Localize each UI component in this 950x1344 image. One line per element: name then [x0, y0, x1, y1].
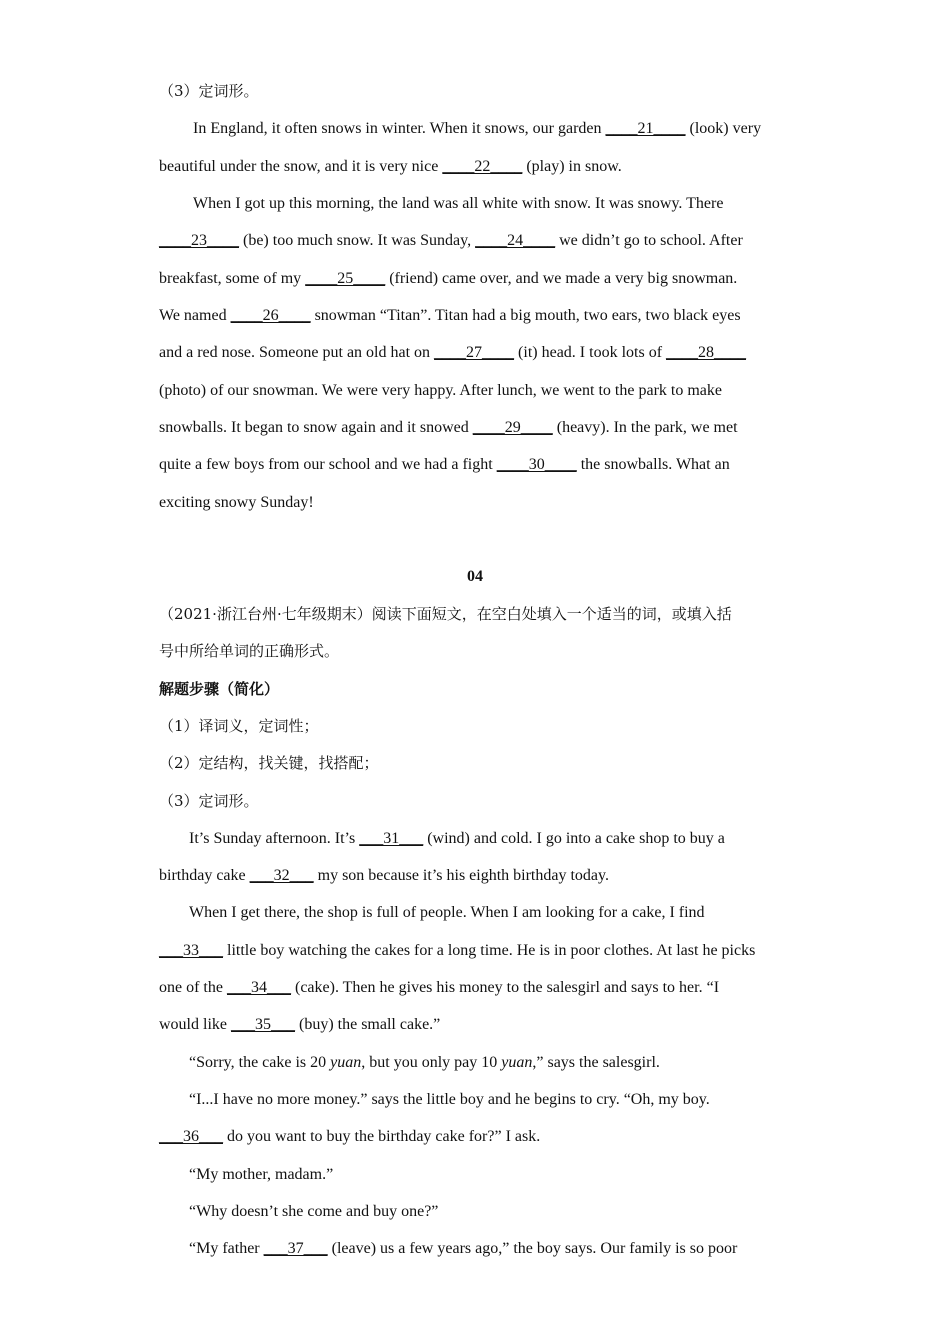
blank-32: ___32___: [249, 867, 314, 884]
passage-line: [159, 493, 799, 513]
passage-line: [193, 119, 833, 139]
passage-line: [159, 455, 799, 475]
text-run: and a red nose. Someone put an old hat on: [159, 344, 435, 361]
text-run: little boy watching the cakes for a long time. He is in poor clothes. At last he picks: [223, 942, 756, 959]
passage-line: [189, 903, 829, 923]
section-number: 04: [467, 568, 483, 585]
blank-31: ___31___: [359, 830, 424, 847]
text-run: It’s Sunday afternoon. It’s: [189, 830, 360, 847]
text-run: beautiful under the snow, and it is very nice: [159, 158, 443, 175]
blank-34: ___34___: [226, 979, 291, 996]
text-run: (cake). Then he gives his money to the salesgirl and says to her. “I: [290, 979, 720, 996]
passage-line: [159, 343, 799, 363]
passage-line: [159, 418, 799, 438]
text-run: (heavy). In the park, we met: [552, 419, 738, 436]
blank-25: ____25____: [305, 270, 386, 287]
text-run: snowballs. It began to snow again and it snowed: [159, 419, 473, 436]
step-1-label: （1）译词义，定词性；: [159, 717, 319, 735]
italic-yuan: yuan: [330, 1054, 362, 1071]
passage-line: [159, 1015, 799, 1035]
step-3-label: （3）定词形。: [159, 792, 259, 810]
blank-23: ____23____: [159, 232, 239, 249]
blank-28: ____28____: [666, 344, 747, 361]
step-2-label: （2）定结构，找关键，找搭配；: [159, 754, 379, 772]
italic-yuan: yuan: [501, 1054, 533, 1071]
passage-line: [189, 1239, 829, 1259]
blank-35: ___35___: [231, 1016, 295, 1033]
blank-29: ____29____: [472, 419, 553, 436]
text-run: “My mother, madam.”: [189, 1166, 334, 1183]
text-run: When I got up this morning, the land was all white with snow. It was snowy. There: [193, 195, 724, 212]
passage-line: [159, 1127, 799, 1147]
text-run: “Why doesn’t she come and buy one?”: [189, 1203, 439, 1220]
blank-36: ___36___: [159, 1128, 223, 1145]
passage-line: [189, 1165, 829, 1185]
passage-line: [159, 381, 799, 401]
text-run: “I...I have no more money.” says the little boy and he begins to cry. “Oh, my boy.: [189, 1091, 710, 1108]
steps-heading: 解题步骤（简化）: [159, 680, 280, 698]
text-run: (buy) the small cake.”: [295, 1016, 441, 1033]
text-run: exciting snowy Sunday!: [159, 494, 314, 511]
text-run: one of the: [159, 979, 227, 996]
blank-30: ____30____: [496, 456, 577, 473]
passage-line: [189, 1202, 829, 1222]
text-run: When I get there, the shop is full of people. When I am looking for a cake, I find: [189, 904, 705, 921]
text-run: (it) head. I took lots of: [514, 344, 667, 361]
passage-line: [159, 306, 799, 326]
text-run: “My father: [189, 1240, 264, 1257]
text-run: In England, it often snows in winter. When it snows, our garden: [193, 120, 606, 137]
passage-line: [159, 231, 799, 251]
text-run: do you want to buy the birthday cake for?” I ask.: [223, 1128, 541, 1145]
text-run: “Sorry, the cake is 20: [189, 1054, 331, 1071]
blank-26: ____26____: [230, 307, 311, 324]
text-run: ,” says the salesgirl.: [532, 1054, 660, 1071]
step-3-label: （3）定词形。: [159, 82, 259, 100]
text-run: (friend) came over, and we made a very big snowman.: [385, 270, 738, 287]
text-run: we didn’t go to school. After: [555, 232, 743, 249]
blank-22: ____22____: [442, 158, 523, 175]
text-run: birthday cake: [159, 867, 250, 884]
text-run: quite a few boys from our school and we had a fight: [159, 456, 497, 473]
passage-line: [159, 157, 799, 177]
text-run: breakfast, some of my: [159, 270, 306, 287]
text-run: (look) very: [685, 120, 762, 137]
text-run: the snowballs. What an: [576, 456, 730, 473]
text-run: (photo) of our snowman. We were very happy. After lunch, we went to the park to make: [159, 382, 722, 399]
passage-line: [189, 1053, 829, 1073]
passage-line: [189, 1090, 829, 1110]
passage-line: [189, 829, 829, 849]
passage-line: [159, 866, 799, 886]
blank-21: ____21____: [605, 120, 686, 137]
question-intro-cont: 号中所给单词的正确形式。: [159, 642, 340, 660]
blank-37: ___37___: [263, 1240, 328, 1257]
text-run: (be) too much snow. It was Sunday,: [239, 232, 476, 249]
text-run: (leave) us a few years ago,” the boy says. Our family is so poor: [327, 1240, 738, 1257]
passage-line: [193, 194, 833, 214]
passage-line: [159, 941, 799, 961]
question-intro: （2021·浙江台州·七年级期末）阅读下面短文，在空白处填入一个适当的词，或填入括: [159, 605, 732, 623]
passage-line: [159, 978, 799, 998]
passage-line: [159, 269, 799, 289]
text-run: (wind) and cold. I go into a cake shop to buy a: [423, 830, 725, 847]
text-run: (play) in snow.: [522, 158, 622, 175]
blank-27: ____27____: [434, 344, 515, 361]
text-run: We named: [159, 307, 231, 324]
text-run: snowman “Titan”. Titan had a big mouth, two ears, two black eyes: [310, 307, 741, 324]
text-run: , but you only pay 10: [361, 1054, 502, 1071]
text-run: would like: [159, 1016, 231, 1033]
blank-33: ___33___: [159, 942, 223, 959]
text-run: my son because it’s his eighth birthday today.: [313, 867, 609, 884]
blank-24: ____24____: [475, 232, 556, 249]
